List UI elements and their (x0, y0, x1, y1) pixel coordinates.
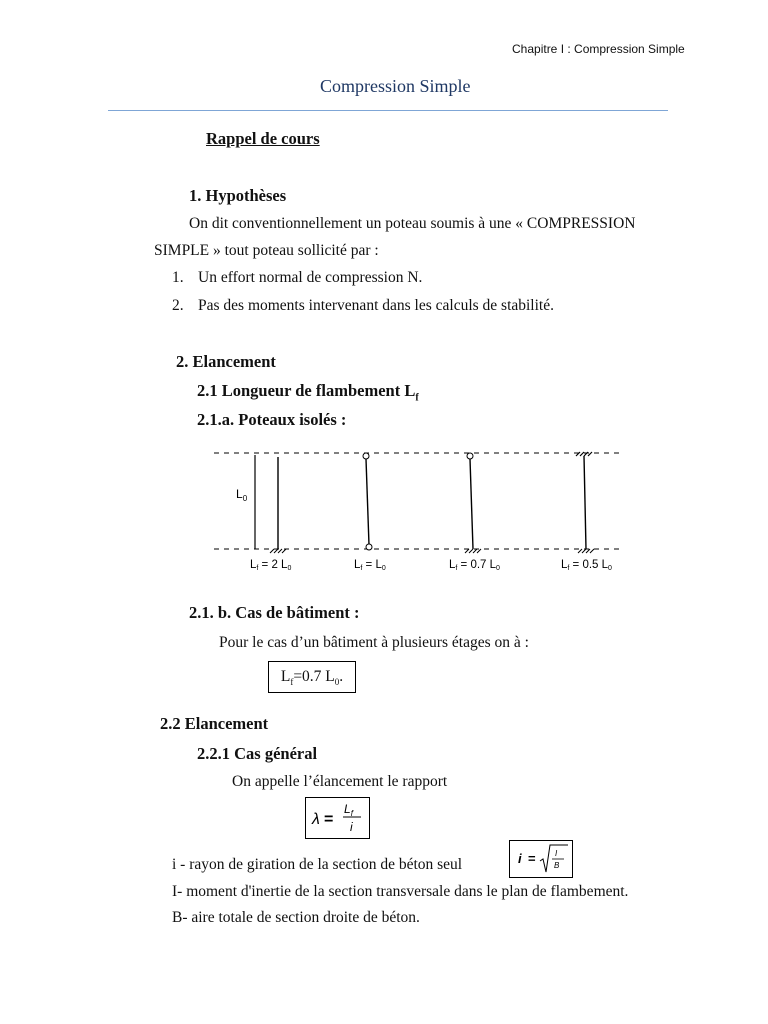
rapport-text: On appelle l’élancement le rapport (232, 773, 448, 790)
rappel-heading: Rappel de cours (206, 129, 320, 148)
column-case-3 (449, 453, 500, 572)
list-item-1-number: 1. (172, 269, 184, 286)
svg-text:=: = (528, 851, 536, 866)
page-title: Compression Simple (320, 76, 471, 96)
subsection-2-1b-heading: 2.1. b. Cas de bâtiment : (189, 603, 360, 622)
svg-text:Lf: $L_f$ (344, 802, 353, 818)
i-formula (510, 841, 572, 877)
subsection-2-1-text: 2.1 Longueur de flambement L (197, 381, 416, 400)
svg-text:λ: λ (312, 811, 320, 828)
section-1-heading: 1. Hypothèses (189, 186, 287, 205)
subsection-2-2-1-heading: 2.2.1 Cas général (197, 744, 318, 763)
column-case-1 (250, 457, 291, 572)
intro-line-2: SIMPLE » tout poteau sollicité par : (154, 242, 379, 259)
svg-text:=: = (324, 811, 334, 828)
subsection-2-1a-heading: 2.1.a. Poteaux isolés : (197, 410, 347, 429)
subsection-2-1-sub: f (415, 392, 419, 404)
lambda-formula-box (305, 797, 370, 839)
chapter-header: Chapitre I : Compression Simple (512, 42, 685, 56)
i-definition: i - rayon de giration de la section de béton seul (172, 856, 463, 873)
svg-text:i: i (518, 851, 522, 866)
svg-text:Lf = L0: Lf = L0 (354, 559, 386, 572)
i-formula-box (509, 840, 573, 878)
list-item-1-text: Un effort normal de compression N. (198, 269, 423, 286)
list-item-2-text: Pas des moments intervenant dans les calculs de stabilité. (198, 297, 554, 314)
svg-text:I: I (555, 849, 558, 858)
svg-text:Lf = 0.5 L0: Lf = 0.5 L0 (561, 559, 612, 572)
subsection-2-2-heading: 2.2 Elancement (160, 714, 269, 733)
height-label: $L_0$ (236, 487, 248, 503)
svg-text:i: i (350, 820, 353, 834)
svg-text:Lf = 2 L0: Lf = 2 L0 (250, 559, 292, 572)
svg-text:Lf = 0.7 L0: Lf = 0.7 L0 (449, 559, 500, 572)
I-definition: I- moment d'inertie de la section transversale dans le plan de flambement. (172, 883, 629, 900)
lf-formula-box: $L_f=0.7$ $L_0$. (268, 661, 356, 693)
section-2-heading: 2. Elancement (176, 352, 276, 371)
intro-line-1: On dit conventionnellement un poteau soumis à une « COMPRESSION (189, 215, 636, 232)
svg-text:B: B (554, 861, 560, 870)
column-case-4 (561, 452, 612, 572)
lambda-formula (306, 798, 369, 838)
batiment-text: Pour le cas d’un bâtiment à plusieurs étages on à : (219, 634, 529, 651)
list-item-2-number: 2. (172, 297, 184, 314)
B-definition: B- aire totale de section droite de béton. (172, 909, 420, 926)
column-case-2 (354, 453, 386, 572)
